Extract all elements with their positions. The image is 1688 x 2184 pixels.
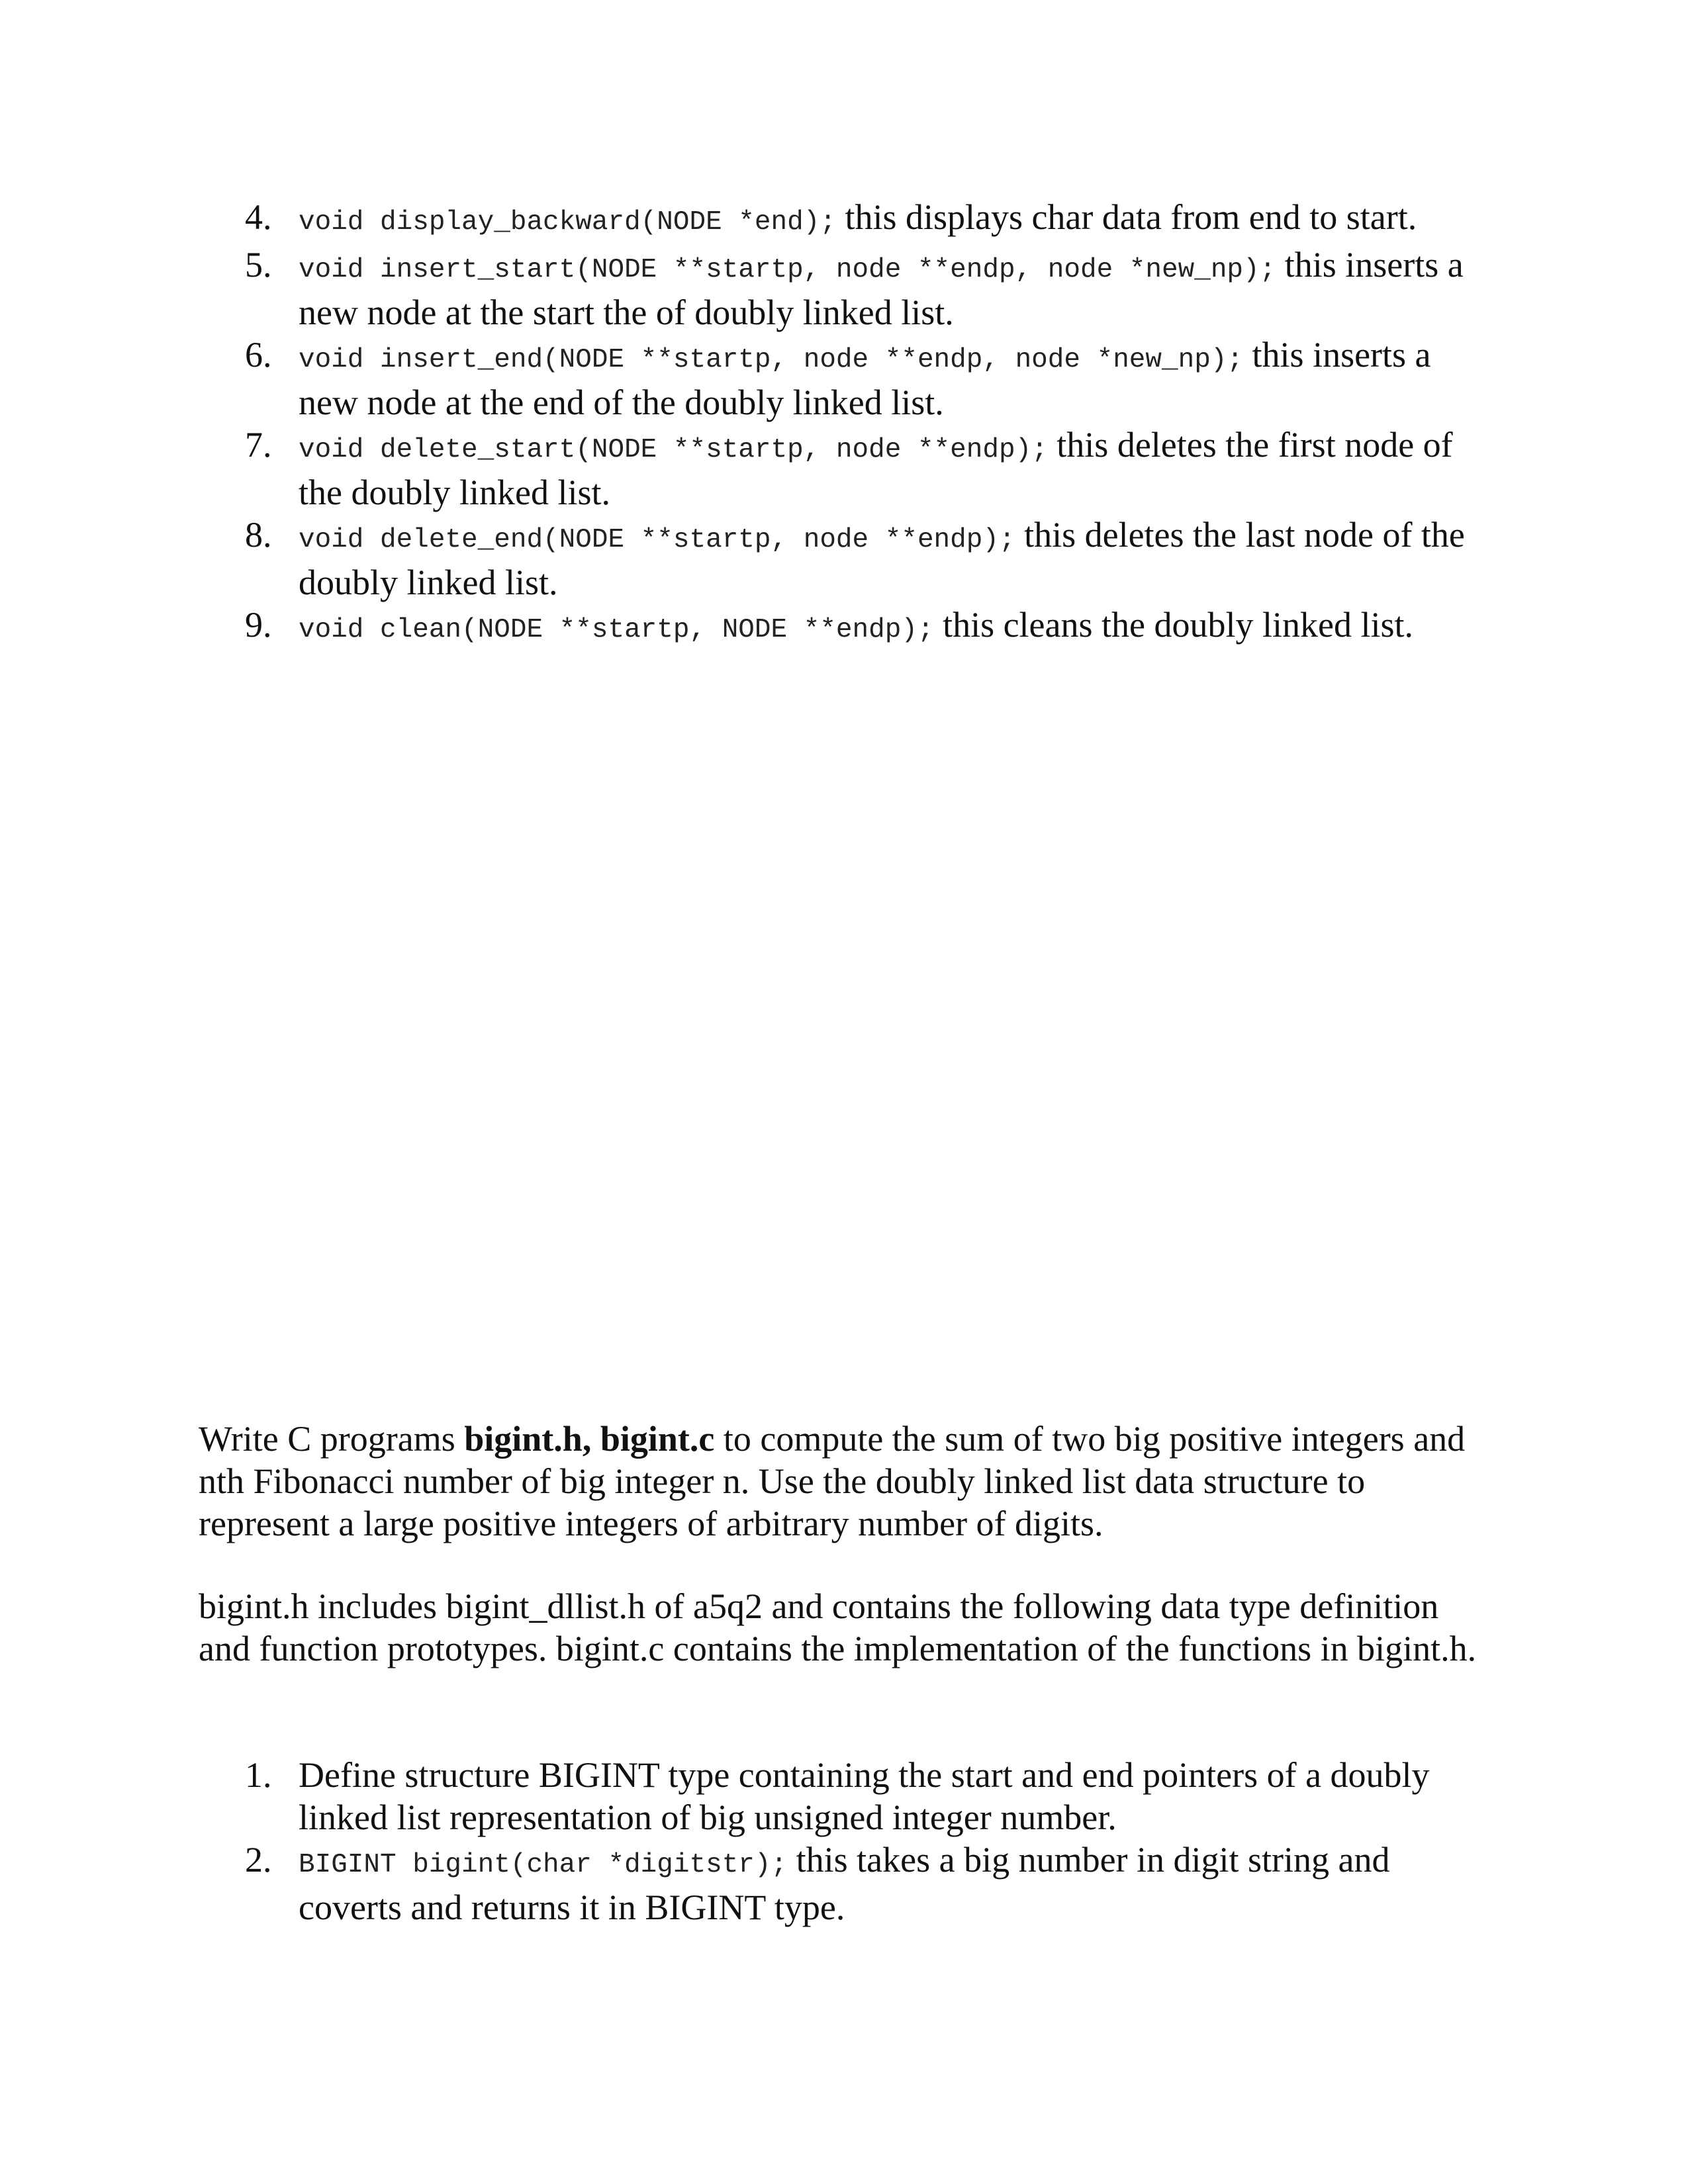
function-description: this inserts a new node at the end of the doubly linked list. (299, 335, 1431, 422)
list-number: 9. (245, 605, 272, 645)
function-prototype: void display_backward(NODE *end); (299, 207, 836, 238)
list-item (0, 604, 1474, 651)
list-item (0, 1839, 1474, 1929)
function-prototype: void insert_start(NODE **startp, node **endp, node *new_np); (299, 255, 1276, 285)
function-description: this deletes the last node of the doubly linked list. (299, 515, 1465, 602)
assignment-paragraph (199, 1418, 1489, 1545)
list-number: 6. (245, 335, 272, 375)
list-item (0, 1754, 1474, 1839)
function-prototype: void insert_end(NODE **startp, node **endp, node *new_np); (299, 345, 1244, 375)
function-list-bottom (0, 1754, 1688, 1929)
function-prototype: BIGINT bigint(char *digitstr); (299, 1850, 788, 1880)
function-description: this cleans the doubly linked list. (933, 605, 1413, 645)
list-number: 8. (245, 515, 272, 555)
function-list-top (0, 196, 1688, 651)
list-item (0, 244, 1474, 334)
list-number: 7. (245, 425, 272, 465)
function-prototype: void clean(NODE **startp, NODE **endp); (299, 615, 934, 645)
item-description: Define structure BIGINT type containing the start and end pointers of a doubly linked list representation of big unsigned integer number. (299, 1755, 1430, 1837)
paragraph-text: to compute the sum of two big positive integers and nth Fibonacci number of big integer n. Use the doubly linked list data structure to represent a large positive integers of arbitrary number of digits. (199, 1419, 1466, 1543)
function-prototype: void delete_end(NODE **startp, node **endp); (299, 525, 1015, 555)
list-number: 5. (245, 245, 272, 285)
file-names: bigint.h, bigint.c (464, 1419, 715, 1459)
list-number: 1. (245, 1755, 272, 1795)
function-description: this inserts a new node at the start the of doubly linked list. (299, 245, 1464, 332)
function-prototype: void delete_start(NODE **startp, node **endp); (299, 435, 1048, 465)
function-description: this deletes the first node of the doubly linked list. (299, 425, 1453, 512)
header-description-paragraph: bigint.h includes bigint_dllist.h of a5q2 and contains the following data type definition and function prototypes. bigint.c contains the implementation of the functions in bigint.h. (199, 1586, 1477, 1668)
paragraph-text: Write C programs (199, 1419, 465, 1459)
list-item (0, 334, 1474, 424)
list-item (0, 514, 1474, 604)
function-description: this takes a big number in digit string and coverts and returns it in BIGINT type. (299, 1840, 1390, 1927)
function-description: this displays char data from end to start. (835, 197, 1417, 237)
list-number: 4. (245, 197, 272, 237)
list-item (0, 424, 1474, 514)
list-item (0, 196, 1474, 244)
list-number: 2. (245, 1840, 272, 1880)
